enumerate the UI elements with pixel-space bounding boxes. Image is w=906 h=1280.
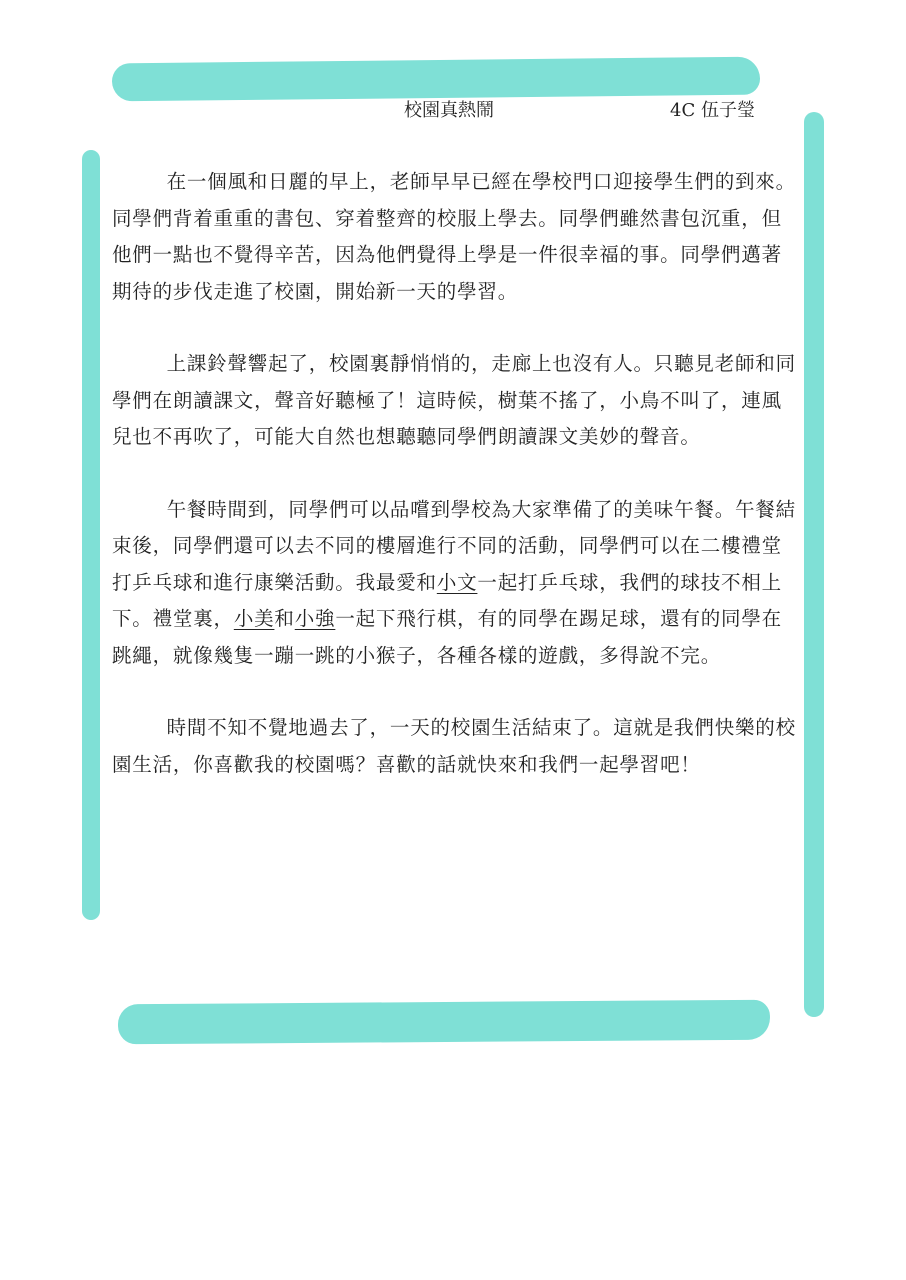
author-name: 4C 伍子瑩	[670, 100, 755, 121]
decorative-brush-stroke-top	[112, 57, 760, 102]
document-header	[0, 96, 906, 120]
essay-paragraph	[112, 492, 802, 675]
decorative-brush-stroke-right	[804, 112, 824, 1017]
essay-paragraph	[112, 164, 802, 310]
paragraph-text: 在一個風和日麗的早上，老師早早已經在學校門口迎接學生們的到來。同學們背着重重的書包、穿着整齊的校服上學去。同學們雖然書包沉重，但他們一點也不覺得辛苦，因為他們覺得上學是一件很幸福的事。同學們邁著期待的步伐走進了校園，開始新一天的學習。	[112, 170, 796, 303]
paragraph-text: 一起打乒乓球，我們的球技不相上下。禮堂裏，	[112, 570, 782, 630]
essay-paragraph	[112, 346, 802, 456]
essay-paragraph	[112, 710, 802, 783]
paragraph-text: 午餐時間到，同學們可以品嚐到學校為大家準備了的美味午餐。午餐結束後，同學們還可以去不同的樓層進行不同的活動，同學們可以在二樓禮堂打乒乓球和進行康樂活動。我最愛和	[112, 497, 796, 594]
underlined-name: 小文	[436, 570, 478, 594]
essay-title: 校園真熱鬧	[404, 100, 494, 121]
underlined-name: 小美	[233, 607, 275, 630]
paragraph-text: 和	[274, 607, 295, 630]
decorative-brush-stroke-left	[82, 150, 100, 920]
decorative-brush-stroke-bottom	[118, 1000, 770, 1045]
underlined-name: 小強	[294, 607, 336, 630]
essay-body	[112, 164, 802, 819]
paragraph-text: 上課鈴聲響起了，校園裏靜悄悄的，走廊上也沒有人。只聽見老師和同學們在朗讀課文，聲音好聽極了！這時候，樹葉不搖了，小鳥不叫了，連風兒也不再吹了，可能大自然也想聽聽同學們朗讀課文美妙的聲音。	[112, 352, 796, 448]
paragraph-text: 時間不知不覺地過去了，一天的校園生活結束了。這就是我們快樂的校園生活，你喜歡我的校園嗎？喜歡的話就快來和我們一起學習吧！	[112, 716, 796, 776]
paragraph-text: 一起下飛行棋，有的同學在踢足球，還有的同學在跳繩，就像幾隻一蹦一跳的小猴子，各種各樣的遊戲，多得說不完。	[112, 607, 782, 667]
